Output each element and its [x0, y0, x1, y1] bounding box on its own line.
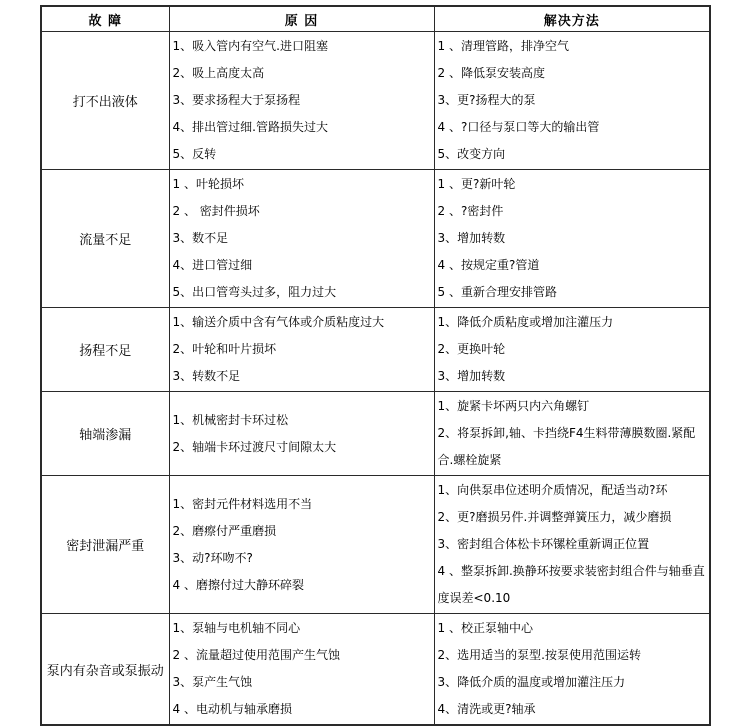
solution-cell [434, 170, 710, 308]
cause-item: 1、吸入管内有空气.进口阻塞 [172, 39, 328, 53]
header-row [41, 6, 710, 32]
fault-cell: 轴端渗漏 [41, 392, 169, 476]
solution-item: 2、更换叶轮 [437, 342, 506, 356]
table-row [41, 308, 710, 392]
cause-cell [169, 614, 434, 726]
fault-cell: 密封泄漏严重 [41, 476, 169, 614]
solution-item: 5、改变方向 [437, 147, 506, 161]
table-row [41, 614, 710, 726]
cause-item: 2、叶轮和叶片损坏 [172, 342, 277, 356]
header-cause: 原 因 [169, 6, 434, 32]
solution-item: 3、降低介质的温度或增加灌注压力 [437, 675, 626, 689]
cause-cell [169, 392, 434, 476]
cause-cell [169, 170, 434, 308]
solution-item: 5 、重新合理安排管路 [437, 285, 557, 299]
solution-item: 2、更?磨损另件.并调整弹簧压力，减少磨损 [437, 510, 672, 524]
cause-item: 5、反转 [172, 147, 217, 161]
solution-cell [434, 32, 710, 170]
solution-item: 1 、清理管路，排净空气 [437, 39, 569, 53]
solution-item: 3、更?扬程大的泵 [437, 93, 536, 107]
solution-cell [434, 392, 710, 476]
cause-item: 4 、电动机与轴承磨损 [172, 702, 292, 716]
solution-item: 3、增加转数 [437, 231, 506, 245]
cause-item: 3、动?环吻不? [172, 550, 253, 565]
fault-cell: 打不出液体 [41, 32, 169, 170]
cause-item: 2、磨瘵付严重磨损 [172, 523, 277, 538]
cause-item: 1、泵轴与电机轴不同心 [172, 621, 301, 635]
cause-item: 2 、 密封件损坏 [172, 204, 260, 218]
cause-item: 2、吸上高度太高 [172, 66, 265, 80]
cause-item: 3、数不足 [172, 231, 229, 245]
table-row [41, 476, 710, 614]
solution-item: 1、降低介质粘度或增加注灌压力 [437, 315, 614, 329]
table-row [41, 170, 710, 308]
solution-item: 4 、?口径与泵口等大的输出管 [437, 120, 600, 134]
solution-item: 3、密封组合体松卡环镙栓重新调正位置 [437, 537, 650, 551]
cause-item: 1 、叶轮损坏 [172, 177, 244, 191]
solution-item: 1、向供泵串位述明介质情况，配适当动?环 [437, 483, 668, 497]
table-row [41, 392, 710, 476]
solution-cell [434, 476, 710, 614]
cause-item: 2 、流量超过使用范围产生气蚀 [172, 648, 340, 662]
cause-cell [169, 476, 434, 614]
cause-item: 1、密封元件材料选用不当 [172, 496, 313, 511]
header-solution: 解决方法 [434, 6, 710, 32]
solution-item: 2 、?密封件 [437, 204, 504, 218]
table-row [41, 32, 710, 170]
cause-cell [169, 32, 434, 170]
solution-item: 2、选用适当的泵型.按泵使用范围运转 [437, 648, 641, 662]
solution-item: 4、清洗或更?轴承 [437, 702, 536, 716]
header-fault: 故 障 [41, 6, 169, 32]
solution-item: 1 、校正泵轴中心 [437, 621, 533, 635]
cause-item: 1、机械密封卡环过松 [172, 412, 289, 427]
pump-troubleshooting-table [40, 5, 711, 726]
cause-item: 4、排出管过细.管路损失过大 [172, 120, 328, 134]
solution-item: 2 、降低泵安装高度 [437, 66, 545, 80]
cause-item: 3、泵产生气蚀 [172, 675, 253, 689]
solution-item: 4 、按规定重?管道 [437, 258, 540, 272]
cause-cell [169, 308, 434, 392]
fault-cell: 泵内有杂音或泵振动 [41, 614, 169, 726]
solution-item: 1、旋紧卡坏两只内六角螺钉 [437, 399, 590, 413]
cause-item: 4、进口管过细 [172, 258, 253, 272]
cause-item: 5、出口管弯头过多，阻力过大 [172, 285, 337, 299]
cause-item: 4 、磨擦付过大静环碎裂 [172, 577, 304, 592]
fault-cell: 扬程不足 [41, 308, 169, 392]
table-body [41, 32, 710, 726]
solution-cell [434, 308, 710, 392]
solution-item: 1 、更?新叶轮 [437, 177, 516, 191]
cause-item: 3、转数不足 [172, 369, 241, 383]
cause-item: 3、要求扬程大于泵扬程 [172, 93, 301, 107]
solution-item: 2、将泵拆卸,轴、卡挡绕F4生料带薄膜数圈.紧配合.螺栓旋紧 [437, 426, 696, 467]
cause-item: 2、轴端卡环过渡尺寸间隙太大 [172, 439, 337, 454]
cause-item: 1、输送介质中含有气体或介质粘度过大 [172, 315, 385, 329]
solution-cell [434, 614, 710, 726]
fault-cell: 流量不足 [41, 170, 169, 308]
solution-item: 3、增加转数 [437, 369, 506, 383]
solution-item: 4 、整泵拆卸.换静环按要求装密封组合件与轴垂直度误差<0.10 [437, 564, 705, 605]
